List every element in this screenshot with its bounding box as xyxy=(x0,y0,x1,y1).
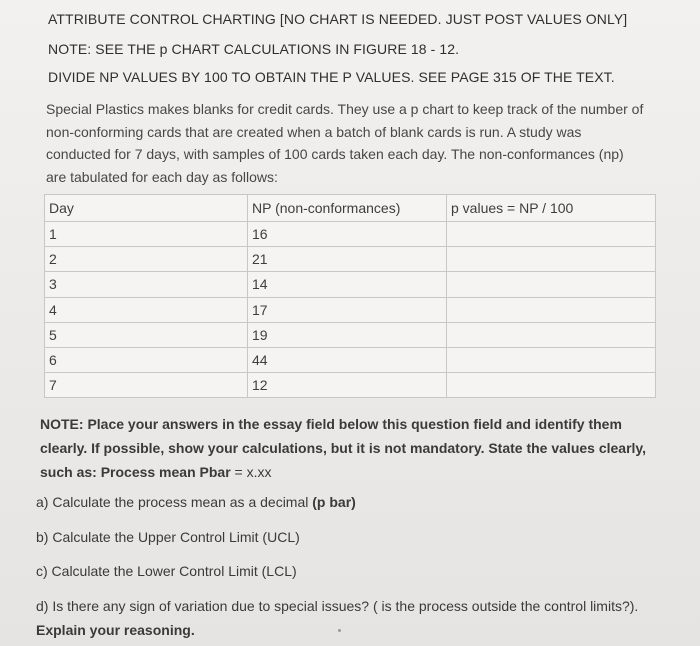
answer-instructions xyxy=(40,412,660,484)
cell-p[interactable] xyxy=(447,272,656,297)
instructions-tail: = x.xx xyxy=(230,464,272,480)
cell-day: 7 xyxy=(45,373,248,398)
cell-day: 4 xyxy=(45,297,248,322)
cursor-dot xyxy=(338,629,341,632)
figure-note: NOTE: SEE THE p CHART CALCULATIONS IN FIGURE 18 - 12. xyxy=(48,41,460,57)
table-row xyxy=(45,222,656,247)
header-np: NP (non-conformances) xyxy=(248,195,447,222)
cell-day: 6 xyxy=(45,347,248,372)
table-row xyxy=(45,272,656,297)
table-row xyxy=(45,322,656,347)
header-p-values: p values = NP / 100 xyxy=(447,195,656,222)
cell-p[interactable] xyxy=(447,322,656,347)
header-day: Day xyxy=(45,195,248,222)
question-b: b) Calculate the Upper Control Limit (UCL) xyxy=(36,529,300,545)
cell-day: 3 xyxy=(45,272,248,297)
cell-np: 16 xyxy=(248,222,447,247)
question-d xyxy=(36,594,656,642)
data-table xyxy=(44,194,656,398)
table-row xyxy=(45,247,656,272)
cell-p[interactable] xyxy=(447,222,656,247)
table-row xyxy=(45,347,656,372)
intro-paragraph: Special Plastics makes blanks for credit cards. They use a p chart to keep track of the number of non-conforming cards that are created when a batch of blank cards is run. A study was conducted for 7 days, with samples of 100 cards taken each day. The non-conformances (np) are tabulated for each day as follows: xyxy=(46,101,644,185)
cell-np: 19 xyxy=(248,322,447,347)
question-a-text: a) Calculate the process mean as a decimal xyxy=(36,494,313,510)
question-a xyxy=(36,494,356,510)
question-d-bold: Explain your reasoning. xyxy=(36,622,195,638)
instructions-bold: NOTE: Place your answers in the essay field below this question field and identify them clearly. If possible, show your calculations, but it is not mandatory. State the values clearly, such as: Process mean Pbar xyxy=(40,416,647,480)
question-c: c) Calculate the Lower Control Limit (LCL) xyxy=(36,563,297,579)
question-a-bold: (p bar) xyxy=(312,494,356,510)
divide-note: DIVIDE NP VALUES BY 100 TO OBTAIN THE P VALUES. SEE PAGE 315 OF THE TEXT. xyxy=(48,69,615,85)
cell-day: 1 xyxy=(45,222,248,247)
cell-np: 44 xyxy=(248,347,447,372)
cell-p[interactable] xyxy=(447,373,656,398)
cell-np: 14 xyxy=(248,272,447,297)
cell-np: 21 xyxy=(248,247,447,272)
page-title: ATTRIBUTE CONTROL CHARTING [NO CHART IS NEEDED. JUST POST VALUES ONLY] xyxy=(48,11,628,27)
table-row xyxy=(45,373,656,398)
question-d-text: d) Is there any sign of variation due to special issues? ( is the process outside the control limits?). xyxy=(36,598,639,614)
cell-day: 2 xyxy=(45,247,248,272)
table-header-row xyxy=(45,195,656,222)
table-row xyxy=(45,297,656,322)
cell-np: 17 xyxy=(248,297,447,322)
cell-p[interactable] xyxy=(447,347,656,372)
cell-day: 5 xyxy=(45,322,248,347)
cell-p[interactable] xyxy=(447,247,656,272)
cell-np: 12 xyxy=(248,373,447,398)
cell-p[interactable] xyxy=(447,297,656,322)
